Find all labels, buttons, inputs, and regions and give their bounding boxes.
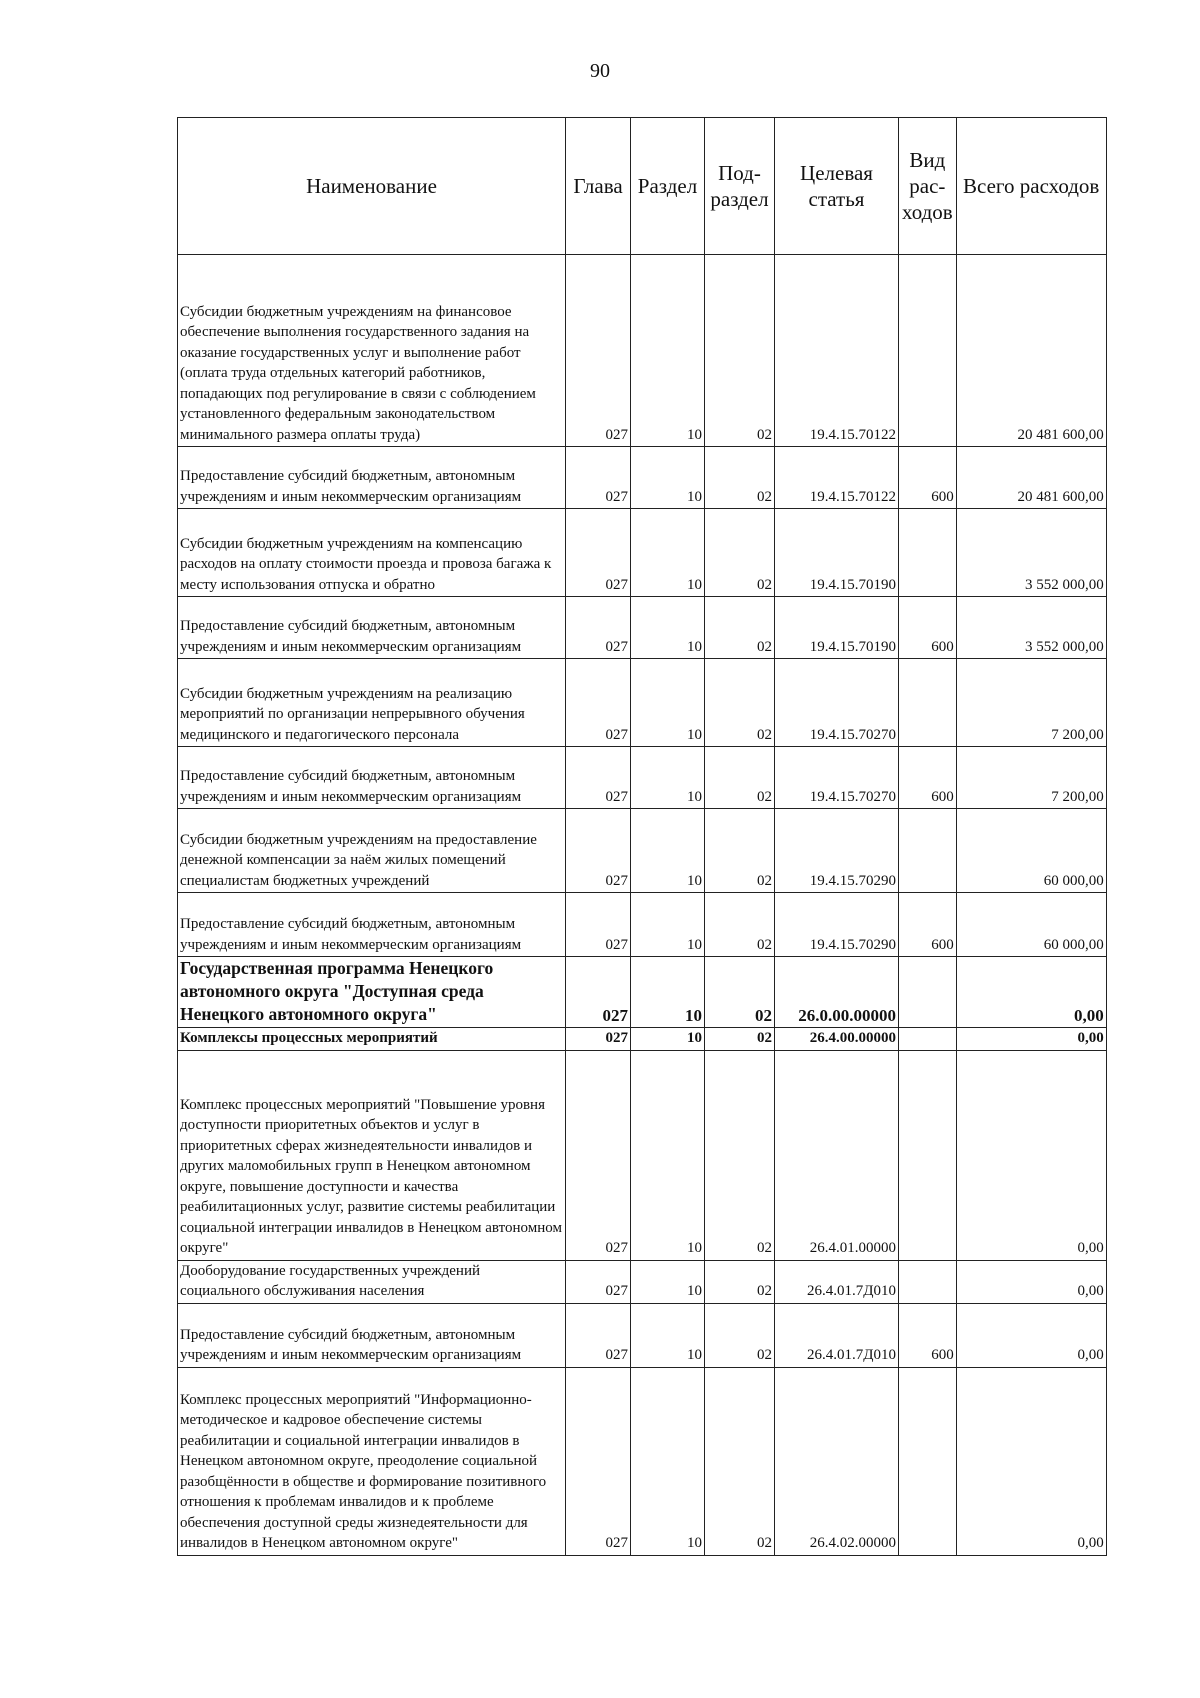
table-row [178,747,1107,809]
row-vid: 600 [899,893,957,957]
row-name: Предоставление субсидий бюджетным, автономным учреждениям и иным некоммерческим организациям [178,1303,566,1367]
row-statya: 26.4.02.00000 [775,1367,899,1555]
row-vid [899,659,957,747]
row-podrazdel: 02 [705,1028,775,1051]
row-podrazdel: 02 [705,747,775,809]
row-name: Предоставление субсидий бюджетным, автономным учреждениям и иным некоммерческим организациям [178,747,566,809]
row-name: Дооборудование государственных учреждений социального обслуживания населения [178,1260,566,1303]
row-statya: 26.4.01.00000 [775,1050,899,1260]
row-podrazdel: 02 [705,509,775,597]
row-podrazdel: 02 [705,659,775,747]
table-row [178,255,1107,447]
row-razdel: 10 [631,957,705,1028]
row-glava: 027 [566,957,631,1028]
row-total: 7 200,00 [956,747,1106,809]
row-name: Субсидии бюджетным учреждениям на компенсацию расходов на оплату стоимости проезда и провоза багажа к месту использования отпуска и обратно [178,509,566,597]
row-total: 0,00 [956,1050,1106,1260]
row-vid: 600 [899,597,957,659]
row-razdel: 10 [631,1260,705,1303]
table-row [178,509,1107,597]
row-statya: 19.4.15.70122 [775,255,899,447]
row-statya: 19.4.15.70290 [775,893,899,957]
row-glava: 027 [566,747,631,809]
row-glava: 027 [566,447,631,509]
table-row [178,1050,1107,1260]
row-statya: 19.4.15.70270 [775,747,899,809]
row-vid [899,957,957,1028]
row-vid: 600 [899,447,957,509]
header-total: Всего расходов [956,118,1106,255]
row-glava: 027 [566,1367,631,1555]
table-row-program [178,957,1107,1028]
row-podrazdel: 02 [705,447,775,509]
table-row-section [178,1028,1107,1051]
row-name: Предоставление субсидий бюджетным, автономным учреждениям и иным некоммерческим организациям [178,597,566,659]
row-razdel: 10 [631,747,705,809]
row-total: 0,00 [956,1028,1106,1051]
row-name: Предоставление субсидий бюджетным, автономным учреждениям и иным некоммерческим организациям [178,447,566,509]
row-razdel: 10 [631,1303,705,1367]
row-name: Субсидии бюджетным учреждениям на реализацию мероприятий по организации непрерывного обучения медицинского и педагогического персонала [178,659,566,747]
table-row [178,809,1107,893]
row-statya: 19.4.15.70270 [775,659,899,747]
row-total: 20 481 600,00 [956,255,1106,447]
table-row [178,659,1107,747]
table-row [178,597,1107,659]
row-glava: 027 [566,1028,631,1051]
row-podrazdel: 02 [705,1303,775,1367]
row-total: 20 481 600,00 [956,447,1106,509]
row-name: Комплекс процессных мероприятий "Повышение уровня доступности приоритетных объектов и услуг в приоритетных сферах жизнедеятельности инвалидов и других маломобильных групп в Ненецком автономном округе, повышение доступности и качества реабилитационных услуг, развитие системы реабилитации социальной интеграции инвалидов в Ненецком автономном округе" [178,1050,566,1260]
row-glava: 027 [566,659,631,747]
header-vid: Вид рас-ходов [899,118,957,255]
table-header-row [178,118,1107,255]
header-podrazdel: Под-раздел [705,118,775,255]
table-row [178,1260,1107,1303]
row-vid [899,1367,957,1555]
table-row [178,1303,1107,1367]
row-statya: 26.0.00.00000 [775,957,899,1028]
row-razdel: 10 [631,255,705,447]
row-total: 0,00 [956,957,1106,1028]
row-vid [899,509,957,597]
row-statya: 19.4.15.70190 [775,509,899,597]
row-statya: 19.4.15.70122 [775,447,899,509]
header-razdel: Раздел [631,118,705,255]
row-podrazdel: 02 [705,809,775,893]
row-vid [899,809,957,893]
row-total: 3 552 000,00 [956,597,1106,659]
row-razdel: 10 [631,1367,705,1555]
row-razdel: 10 [631,659,705,747]
row-vid [899,1260,957,1303]
row-statya: 26.4.00.00000 [775,1028,899,1051]
table-row [178,1367,1107,1555]
row-razdel: 10 [631,893,705,957]
row-podrazdel: 02 [705,1260,775,1303]
row-razdel: 10 [631,447,705,509]
row-vid [899,1028,957,1051]
row-name: Субсидии бюджетным учреждениям на предоставление денежной компенсации за наём жилых помещений специалистам бюджетных учреждений [178,809,566,893]
row-razdel: 10 [631,509,705,597]
row-vid: 600 [899,1303,957,1367]
row-glava: 027 [566,1050,631,1260]
row-glava: 027 [566,597,631,659]
row-glava: 027 [566,1260,631,1303]
row-statya: 26.4.01.7Д010 [775,1303,899,1367]
row-podrazdel: 02 [705,1050,775,1260]
page-number: 90 [590,60,610,82]
row-razdel: 10 [631,809,705,893]
row-glava: 027 [566,255,631,447]
row-vid [899,255,957,447]
row-glava: 027 [566,893,631,957]
row-name: Субсидии бюджетным учреждениям на финансовое обеспечение выполнения государственного задания на оказание государственных услуг и выполнение работ (оплата труда отдельных категорий работников, попадающих под регулирование в связи с соблюдением установленного федеральным законодательством минимального размера оплаты труда) [178,255,566,447]
row-name: Комплекс процессных мероприятий "Информационно-методическое и кадровое обеспечение системы реабилитации и социальной интеграции инвалидов в Ненецком автономном округе, преодоление социальной разобщённости в обществе и формирование позитивного отношения к проблемам инвалидов и к проблеме обеспечения доступной среды жизнедеятельности для инвалидов в Ненецком автономном округе" [178,1367,566,1555]
row-total: 60 000,00 [956,893,1106,957]
budget-table [177,117,1107,1556]
row-name: Комплексы процессных мероприятий [178,1028,566,1051]
row-glava: 027 [566,1303,631,1367]
table-row [178,447,1107,509]
row-razdel: 10 [631,1050,705,1260]
header-name: Наименование [178,118,566,255]
row-vid [899,1050,957,1260]
row-podrazdel: 02 [705,255,775,447]
row-podrazdel: 02 [705,1367,775,1555]
row-razdel: 10 [631,1028,705,1051]
header-statya: Целевая статья [775,118,899,255]
row-total: 3 552 000,00 [956,509,1106,597]
header-glava: Глава [566,118,631,255]
row-total: 0,00 [956,1303,1106,1367]
row-name: Государственная программа Ненецкого автономного округа "Доступная среда Ненецкого автономного округа" [178,957,566,1028]
row-total: 7 200,00 [956,659,1106,747]
row-total: 0,00 [956,1260,1106,1303]
row-statya: 19.4.15.70190 [775,597,899,659]
row-razdel: 10 [631,597,705,659]
row-total: 60 000,00 [956,809,1106,893]
row-podrazdel: 02 [705,597,775,659]
row-glava: 027 [566,509,631,597]
row-name: Предоставление субсидий бюджетным, автономным учреждениям и иным некоммерческим организациям [178,893,566,957]
row-podrazdel: 02 [705,957,775,1028]
table-row [178,893,1107,957]
row-statya: 19.4.15.70290 [775,809,899,893]
row-total: 0,00 [956,1367,1106,1555]
row-glava: 027 [566,809,631,893]
row-statya: 26.4.01.7Д010 [775,1260,899,1303]
row-podrazdel: 02 [705,893,775,957]
row-vid: 600 [899,747,957,809]
